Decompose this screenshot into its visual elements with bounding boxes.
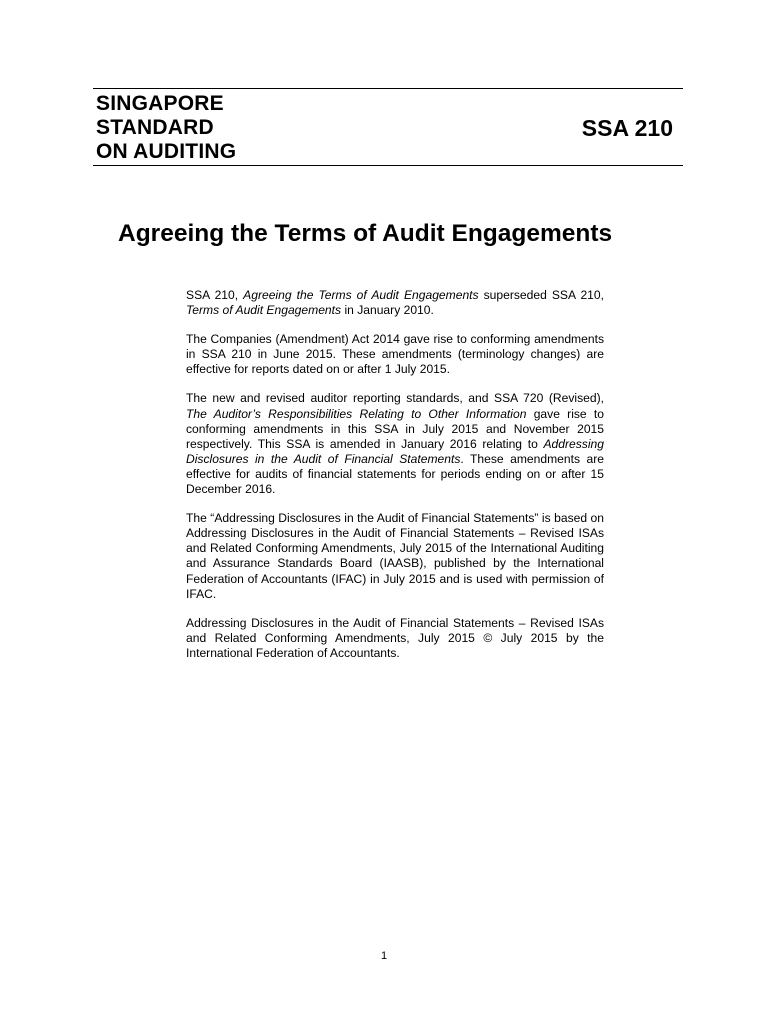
document-title: Agreeing the Terms of Audit Engagements — [118, 220, 613, 247]
p3-text-1: The new and revised auditor reporting standards, and SSA 720 (Revised), — [186, 391, 604, 406]
document-body — [186, 288, 604, 675]
paragraph-3 — [186, 391, 604, 497]
document-header — [93, 88, 683, 166]
p3-italic-2: Addressing Disclosures in the Audit of Financial Statements — [186, 436, 604, 466]
p3-text-2: gave rise to conforming amendments in this SSA in July 2015 and November 2015 respectively. This SSA is amended in January 2016 relating to — [186, 406, 604, 451]
paragraph-5: Addressing Disclosures in the Audit of Financial Statements – Revised ISAs and Related Conforming Amendments, July 2015 © July 2015 by the International Federation of Accountants. — [186, 615, 604, 660]
p1-italic-2: Terms of Audit Engagements — [186, 303, 342, 318]
series-line-3: ON AUDITING — [96, 140, 237, 163]
standard-code: SSA 210 — [581, 115, 673, 141]
paragraph-4: The “Addressing Disclosures in the Audit of Financial Statements” is based on Addressing Disclosures in the Audit of Financial Statements – Revised ISAs and Related Conforming Amendments, July 2015 of the International Auditing and Assurance Standards Board (IAASB), published by the International Federation of Accountants (IFAC) in July 2015 and is used with permission of IFAC. — [186, 511, 604, 601]
p3-text-3: . These amendments are effective for audits of financial statements for periods ending on or after 15 December 2016. — [186, 451, 604, 497]
p3-italic-1: The Auditor’s Responsibilities Relating to Other Information — [186, 406, 527, 421]
standard-series-name — [96, 92, 236, 164]
series-line-2: STANDARD — [96, 116, 214, 139]
paragraph-1 — [186, 288, 604, 318]
p1-italic-1: Agreeing the Terms of Audit Engagements — [243, 288, 479, 302]
series-line-1: SINGAPORE — [96, 92, 224, 115]
p1-text-3: in January 2010. — [341, 303, 434, 318]
p1-text-2: superseded SSA 210, — [478, 288, 604, 302]
page-number: 1 — [380, 950, 388, 962]
paragraph-2: The Companies (Amendment) Act 2014 gave rise to conforming amendments in SSA 210 in June 2015. These amendments (terminology changes) are effective for reports dated on or after 1 July 2015. — [186, 332, 604, 377]
p1-text-1: SSA 210, — [186, 288, 244, 302]
